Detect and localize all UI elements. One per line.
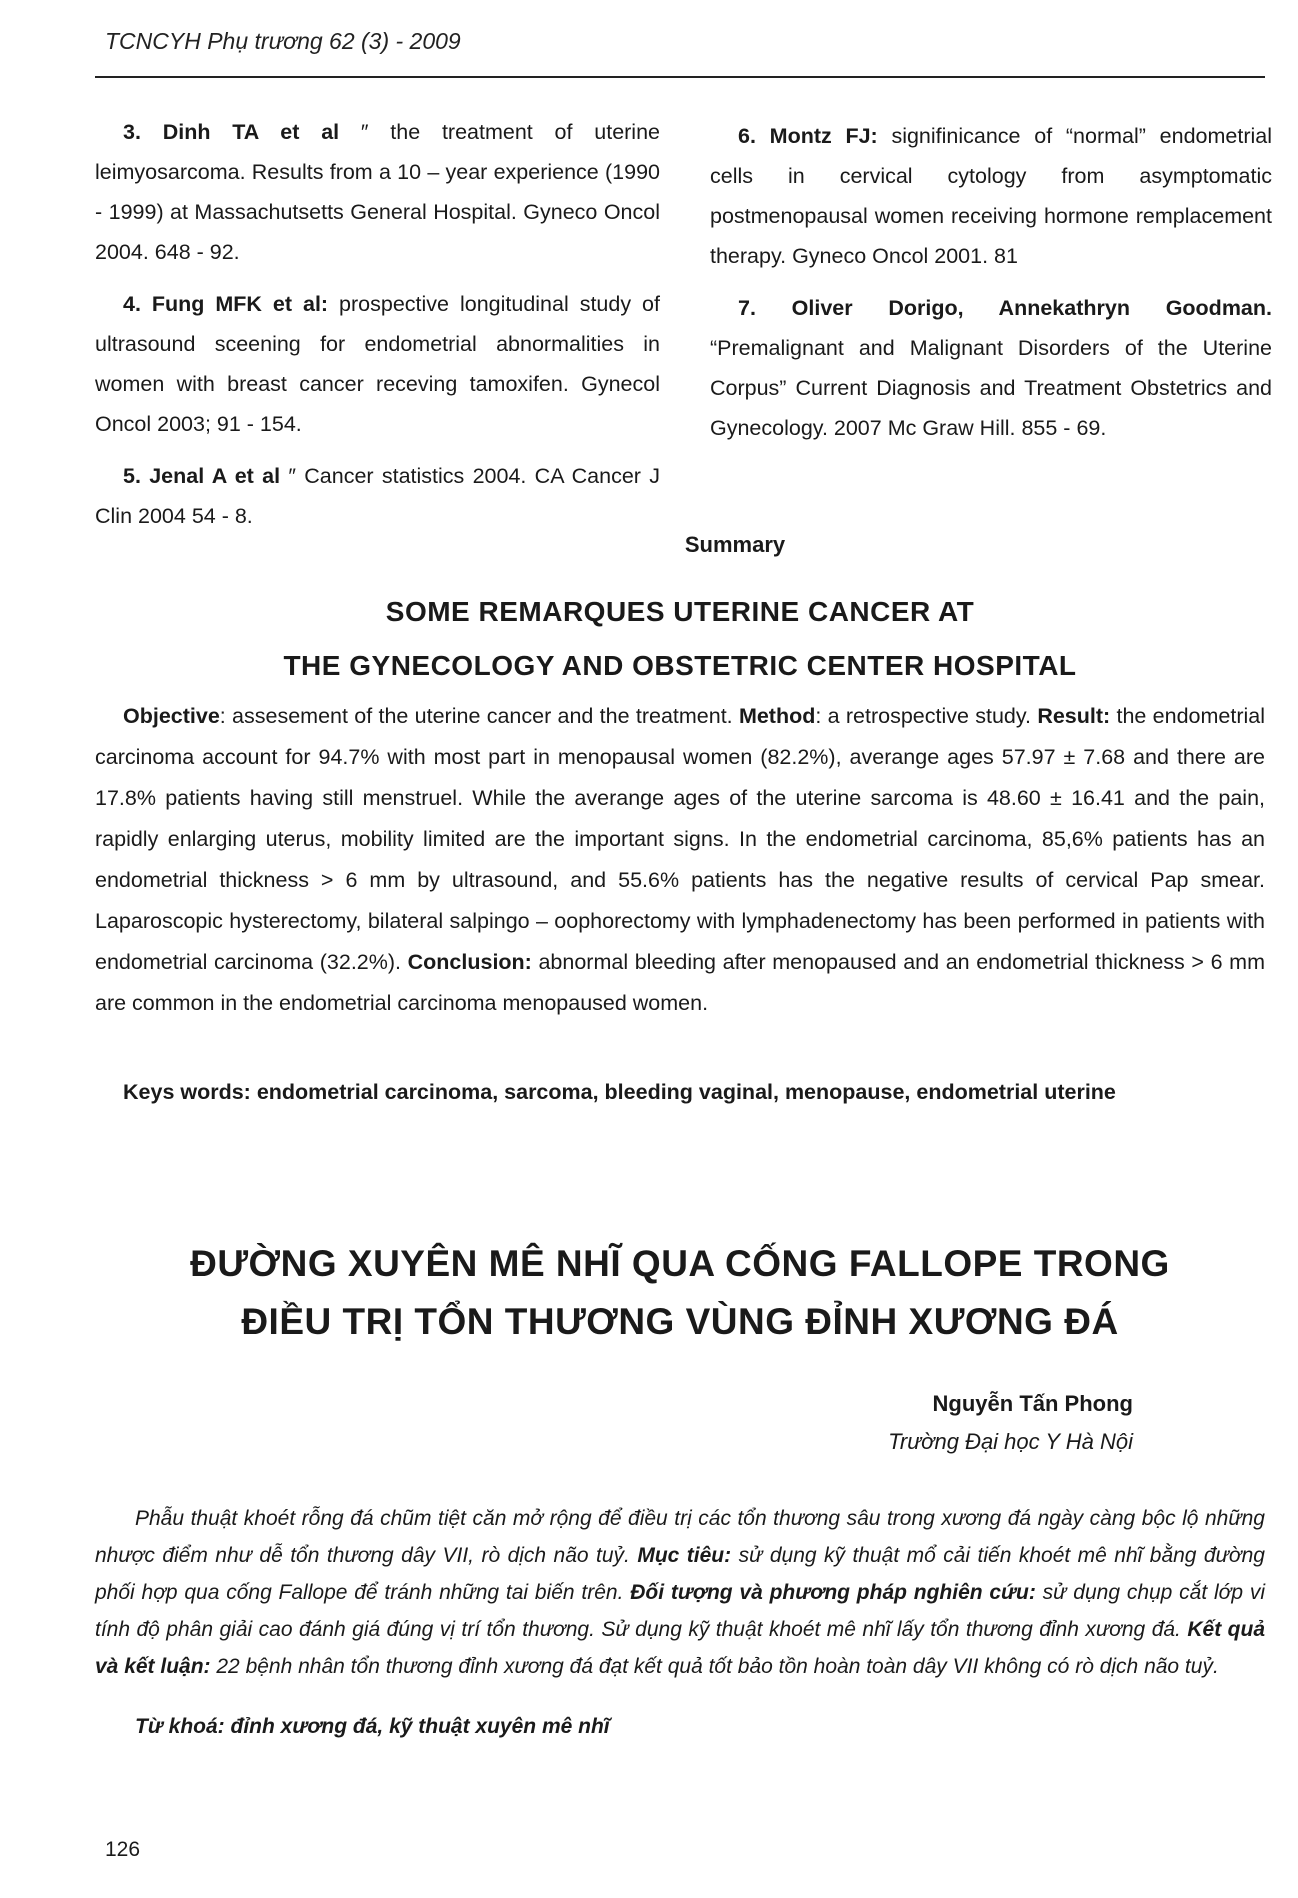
article-abstract bbox=[95, 1500, 1265, 1685]
methods-label: Đối tượng và phương pháp nghiên cứu: bbox=[630, 1581, 1036, 1604]
results-text: 22 bệnh nhân tổn thương đỉnh xương đá đạt kết quả tốt bảo tồn hoàn toàn dây VII không có rò dịch não tuỷ. bbox=[210, 1655, 1219, 1678]
author-institution: Trường Đại học Y Hà Nội bbox=[888, 1429, 1133, 1454]
reference-text: signifinicance of “normal” endometrial cells in cervical cytology from asymptomatic postmenopausal women receiving hormone remplacement therapy. Gyneco Oncol 2001. 81 bbox=[710, 124, 1272, 268]
reference-author: 3. Dinh TA et al bbox=[123, 120, 340, 144]
references-right-column bbox=[710, 116, 1272, 460]
reference-text: prospective longitudinal study of ultrasound sceening for endometrial abnormalities in women with breast cancer receving tamoxifen. Gynecol Oncol 2003; 91 - 154. bbox=[95, 292, 660, 436]
author-block bbox=[888, 1385, 1133, 1461]
reference-4 bbox=[95, 284, 660, 444]
method-label: Method bbox=[738, 704, 816, 728]
reference-3 bbox=[95, 112, 660, 272]
results-label: Kết quả và kết luận: bbox=[95, 1618, 1265, 1678]
conclusion-label: Conclusion: bbox=[407, 950, 532, 974]
reference-author: 5. Jenal A et al bbox=[123, 464, 281, 488]
aim-text: sử dụng kỹ thuật mổ cải tiến khoét mê nhĩ bằng đường phối hợp qua cống Fallope để tránh những tai biến trên. bbox=[95, 1544, 1265, 1604]
article-title bbox=[95, 1235, 1265, 1351]
reference-text: ″ Cancer statistics 2004. CA Cancer J Clin 2004 54 - 8. bbox=[95, 464, 660, 528]
running-head: TCNCYH Phụ trương 62 (3) - 2009 bbox=[105, 28, 461, 54]
page-number: 126 bbox=[105, 1838, 141, 1861]
method-text: : a retrospective study. bbox=[815, 704, 1038, 728]
summary-keywords: Keys words: endometrial carcinoma, sarcoma, bleeding vaginal, menopause, endometrial uterine bbox=[123, 1080, 1116, 1104]
reference-author: 6. Montz FJ: bbox=[738, 124, 878, 148]
header-rule bbox=[95, 76, 1265, 78]
reference-text: “Premalignant and Malignant Disorders of the Uterine Corpus” Current Diagnosis and Treatment Obstetrics and Gynecology. 2007 Mc Graw Hill. 855 - 69. bbox=[710, 336, 1272, 440]
article-title-line-2: ĐIỀU TRỊ TỔN THƯƠNG VÙNG ĐỈNH XƯƠNG ĐÁ bbox=[241, 1301, 1119, 1342]
reference-author: 7. Oliver Dorigo, Annekathryn Goodman. bbox=[738, 296, 1272, 320]
reference-text: ″ the treatment of uterine leimyosarcoma. Results from a 10 – year experience (1990 - 1999) at Massachutsetts General Hospital. Gyneco Oncol 2004. 648 - 92. bbox=[95, 120, 660, 264]
methods-text: sử dụng chụp cắt lớp vi tính độ phân giải cao đánh giá đúng vị trí tổn thương. Sử dụng kỹ thuật khoét mê nhĩ lấy tổn thương đỉnh xương đá. bbox=[95, 1581, 1265, 1641]
summary-abstract bbox=[95, 696, 1265, 1024]
reference-6 bbox=[710, 116, 1272, 276]
author-name: Nguyễn Tấn Phong bbox=[932, 1391, 1133, 1416]
result-text: the endometrial carcinoma account for 94.7% with most part in menopausal women (82.2%), averange ages 57.97 ± 7.68 and there are 17.8% patients having still menstruel. While the averange ages of the uterine sarcoma is 48.60 ± 16.41 and the pain, rapidly enlarging uterus, mobility limited are the important signs. In the endometrial carcinoma, 85,6% patients has an endometrial thickness > 6 mm by ultrasound, and 55.6% patients has the negative results of cervical Pap smear. Laparoscopic hysterectomy, bilateral salpingo – oophorectomy with lymphadenectomy has been performed in patients with endometrial carcinoma (32.2%). bbox=[95, 704, 1265, 974]
result-label: Result: bbox=[1037, 704, 1111, 728]
summary-title-line-1: SOME REMARQUES UTERINE CANCER AT bbox=[385, 596, 975, 627]
aim-label: Mục tiêu: bbox=[637, 1544, 732, 1567]
objective-label: Objective bbox=[123, 704, 220, 728]
summary-label: Summary bbox=[684, 532, 786, 557]
reference-author: 4. Fung MFK et al: bbox=[123, 292, 329, 316]
reference-5 bbox=[95, 456, 660, 536]
objective-text: : assesement of the uterine cancer and the treatment. bbox=[219, 704, 739, 728]
article-keywords: Từ khoá: đỉnh xương đá, kỹ thuật xuyên mê nhĩ bbox=[135, 1715, 610, 1738]
summary-title-line-2: THE GYNECOLOGY AND OBSTETRIC CENTER HOSPITAL bbox=[283, 650, 1077, 681]
summary-title bbox=[95, 585, 1265, 693]
article-title-line-1: ĐƯỜNG XUYÊN MÊ NHĨ QUA CỐNG FALLOPE TRONG bbox=[190, 1243, 1170, 1284]
abstract-intro: Phẫu thuật khoét rỗng đá chũm tiệt căn mở rộng để điều trị các tổn thương sâu trong xương đá ngày càng bộc lộ những nhược điểm như dễ tổn thương dây VII, rò dịch não tuỷ. bbox=[95, 1507, 1265, 1567]
reference-7 bbox=[710, 288, 1272, 448]
references-left-column bbox=[95, 112, 660, 548]
conclusion-text: abnormal bleeding after menopaused and an endometrial thickness > 6 mm are common in the endometrial carcinoma menopaused women. bbox=[95, 950, 1265, 1015]
